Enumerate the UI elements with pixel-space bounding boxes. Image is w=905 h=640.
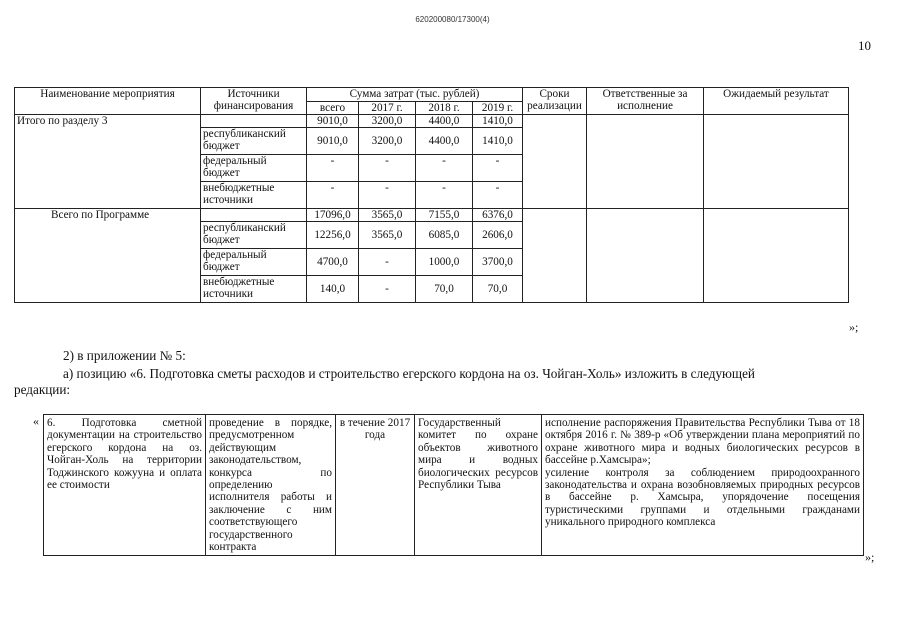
paragraph-item-a: а) позицию «6. Подготовка сметы расходов и строительство егерского кордона на оз. Чойган-Холь» изложить в следующей [63,366,755,381]
cell-2018: 70,0 [416,276,473,303]
cell-total: 17096,0 [307,209,359,222]
cell-responsible: Государственный комитет по охране объектов животного мира и водных биологических ресурсов Республики Тыва [415,415,542,556]
header-2017: 2017 г. [359,102,416,115]
cell-2018: 6085,0 [416,222,473,249]
result-part-2: усиление контроля за соблюдением природоохранного законодательства и охрана возобновляемых природных ресурсов в бассейне р. Хамсыра, упорядочение посещения туристическими группами и отдельными гражданами уникального природного комплекса [545,466,860,529]
cell-2018: 7155,0 [416,209,473,222]
position-table [43,414,864,556]
cell-2017: - [359,155,416,182]
paragraph-item-2: 2) в приложении № 5: [63,348,186,363]
header-responsible: Ответственные за исполнение [587,88,704,115]
cell-2017: - [359,249,416,276]
cell-2018: - [416,182,473,209]
cell-source: республиканский бюджет [201,222,307,249]
cell-total: - [307,155,359,182]
cell-2018: - [416,155,473,182]
funding-table [14,87,849,303]
header-result: Ожидаемый результат [704,88,849,115]
header-terms: Сроки реализации [523,88,587,115]
cell-result [542,415,864,556]
cell-total: 9010,0 [307,128,359,155]
header-2019: 2019 г. [473,102,523,115]
cell-2019: 3700,0 [473,249,523,276]
page-number: 10 [858,38,871,53]
cell-2017: 3200,0 [359,115,416,128]
cell-total: 140,0 [307,276,359,303]
header-total: всего [307,102,359,115]
table-row [44,415,864,556]
cell-measure: 6. Подготовка сметной документации на строительство егерского кордона на оз. Чойган-Холь на территории Тоджинского кожууна и оплата ее стоимости [44,415,206,556]
cell-2019: - [473,182,523,209]
cell-terms: в течение 2017 года [336,415,415,556]
header-name: Наименование мероприятия [15,88,201,115]
cell-2018: 1000,0 [416,249,473,276]
cell-2019: - [473,155,523,182]
cell-2019: 1410,0 [473,115,523,128]
closing-quote-2: »; [865,550,875,564]
paragraph-continuation: редакции: [14,382,71,397]
cell-2018: 4400,0 [416,128,473,155]
cell-total: 4700,0 [307,249,359,276]
table-row [15,209,849,222]
cell-total: 9010,0 [307,115,359,128]
header-2018: 2018 г. [416,102,473,115]
section-label: Итого по разделу 3 [15,115,201,209]
cell-2019: 2606,0 [473,222,523,249]
cell-2017: - [359,182,416,209]
cell-2019: 1410,0 [473,128,523,155]
table-row [15,115,849,128]
cell-2017: 3200,0 [359,128,416,155]
program-label: Всего по Программе [15,209,201,303]
cell-source: внебюджетные источники [201,182,307,209]
header-sources: Источники финансирования [201,88,307,115]
cell-2019: 70,0 [473,276,523,303]
cell-total: 12256,0 [307,222,359,249]
document-id: 620200080/17300(4) [415,15,490,24]
header-costs: Сумма затрат (тыс. рублей) [307,88,523,102]
cell-2017: 3565,0 [359,209,416,222]
cell-2018: 4400,0 [416,115,473,128]
cell-2017: 3565,0 [359,222,416,249]
cell-2019: 6376,0 [473,209,523,222]
cell-source: внебюджетные источники [201,276,307,303]
cell-source: республиканский бюджет [201,128,307,155]
cell-2017: - [359,276,416,303]
result-part-1: исполнение распоряжения Правительства Республики Тыва от 18 октября 2016 г. № 389-р «Об утверждении плана мероприятий по охране животного мира и водных биологических ресурсов в бассейне р.Хамсыра»; [545,417,860,467]
cell-total: - [307,182,359,209]
opening-quote: « [33,414,39,428]
cell-source: федеральный бюджет [201,155,307,182]
cell-mechanism: проведение в порядке, предусмотренном действующим законодательством, конкурса по определению исполнителя работы и заключение с ним соответствующего государственного контракта [206,415,336,556]
closing-quote: »; [849,320,859,334]
cell-source: федеральный бюджет [201,249,307,276]
